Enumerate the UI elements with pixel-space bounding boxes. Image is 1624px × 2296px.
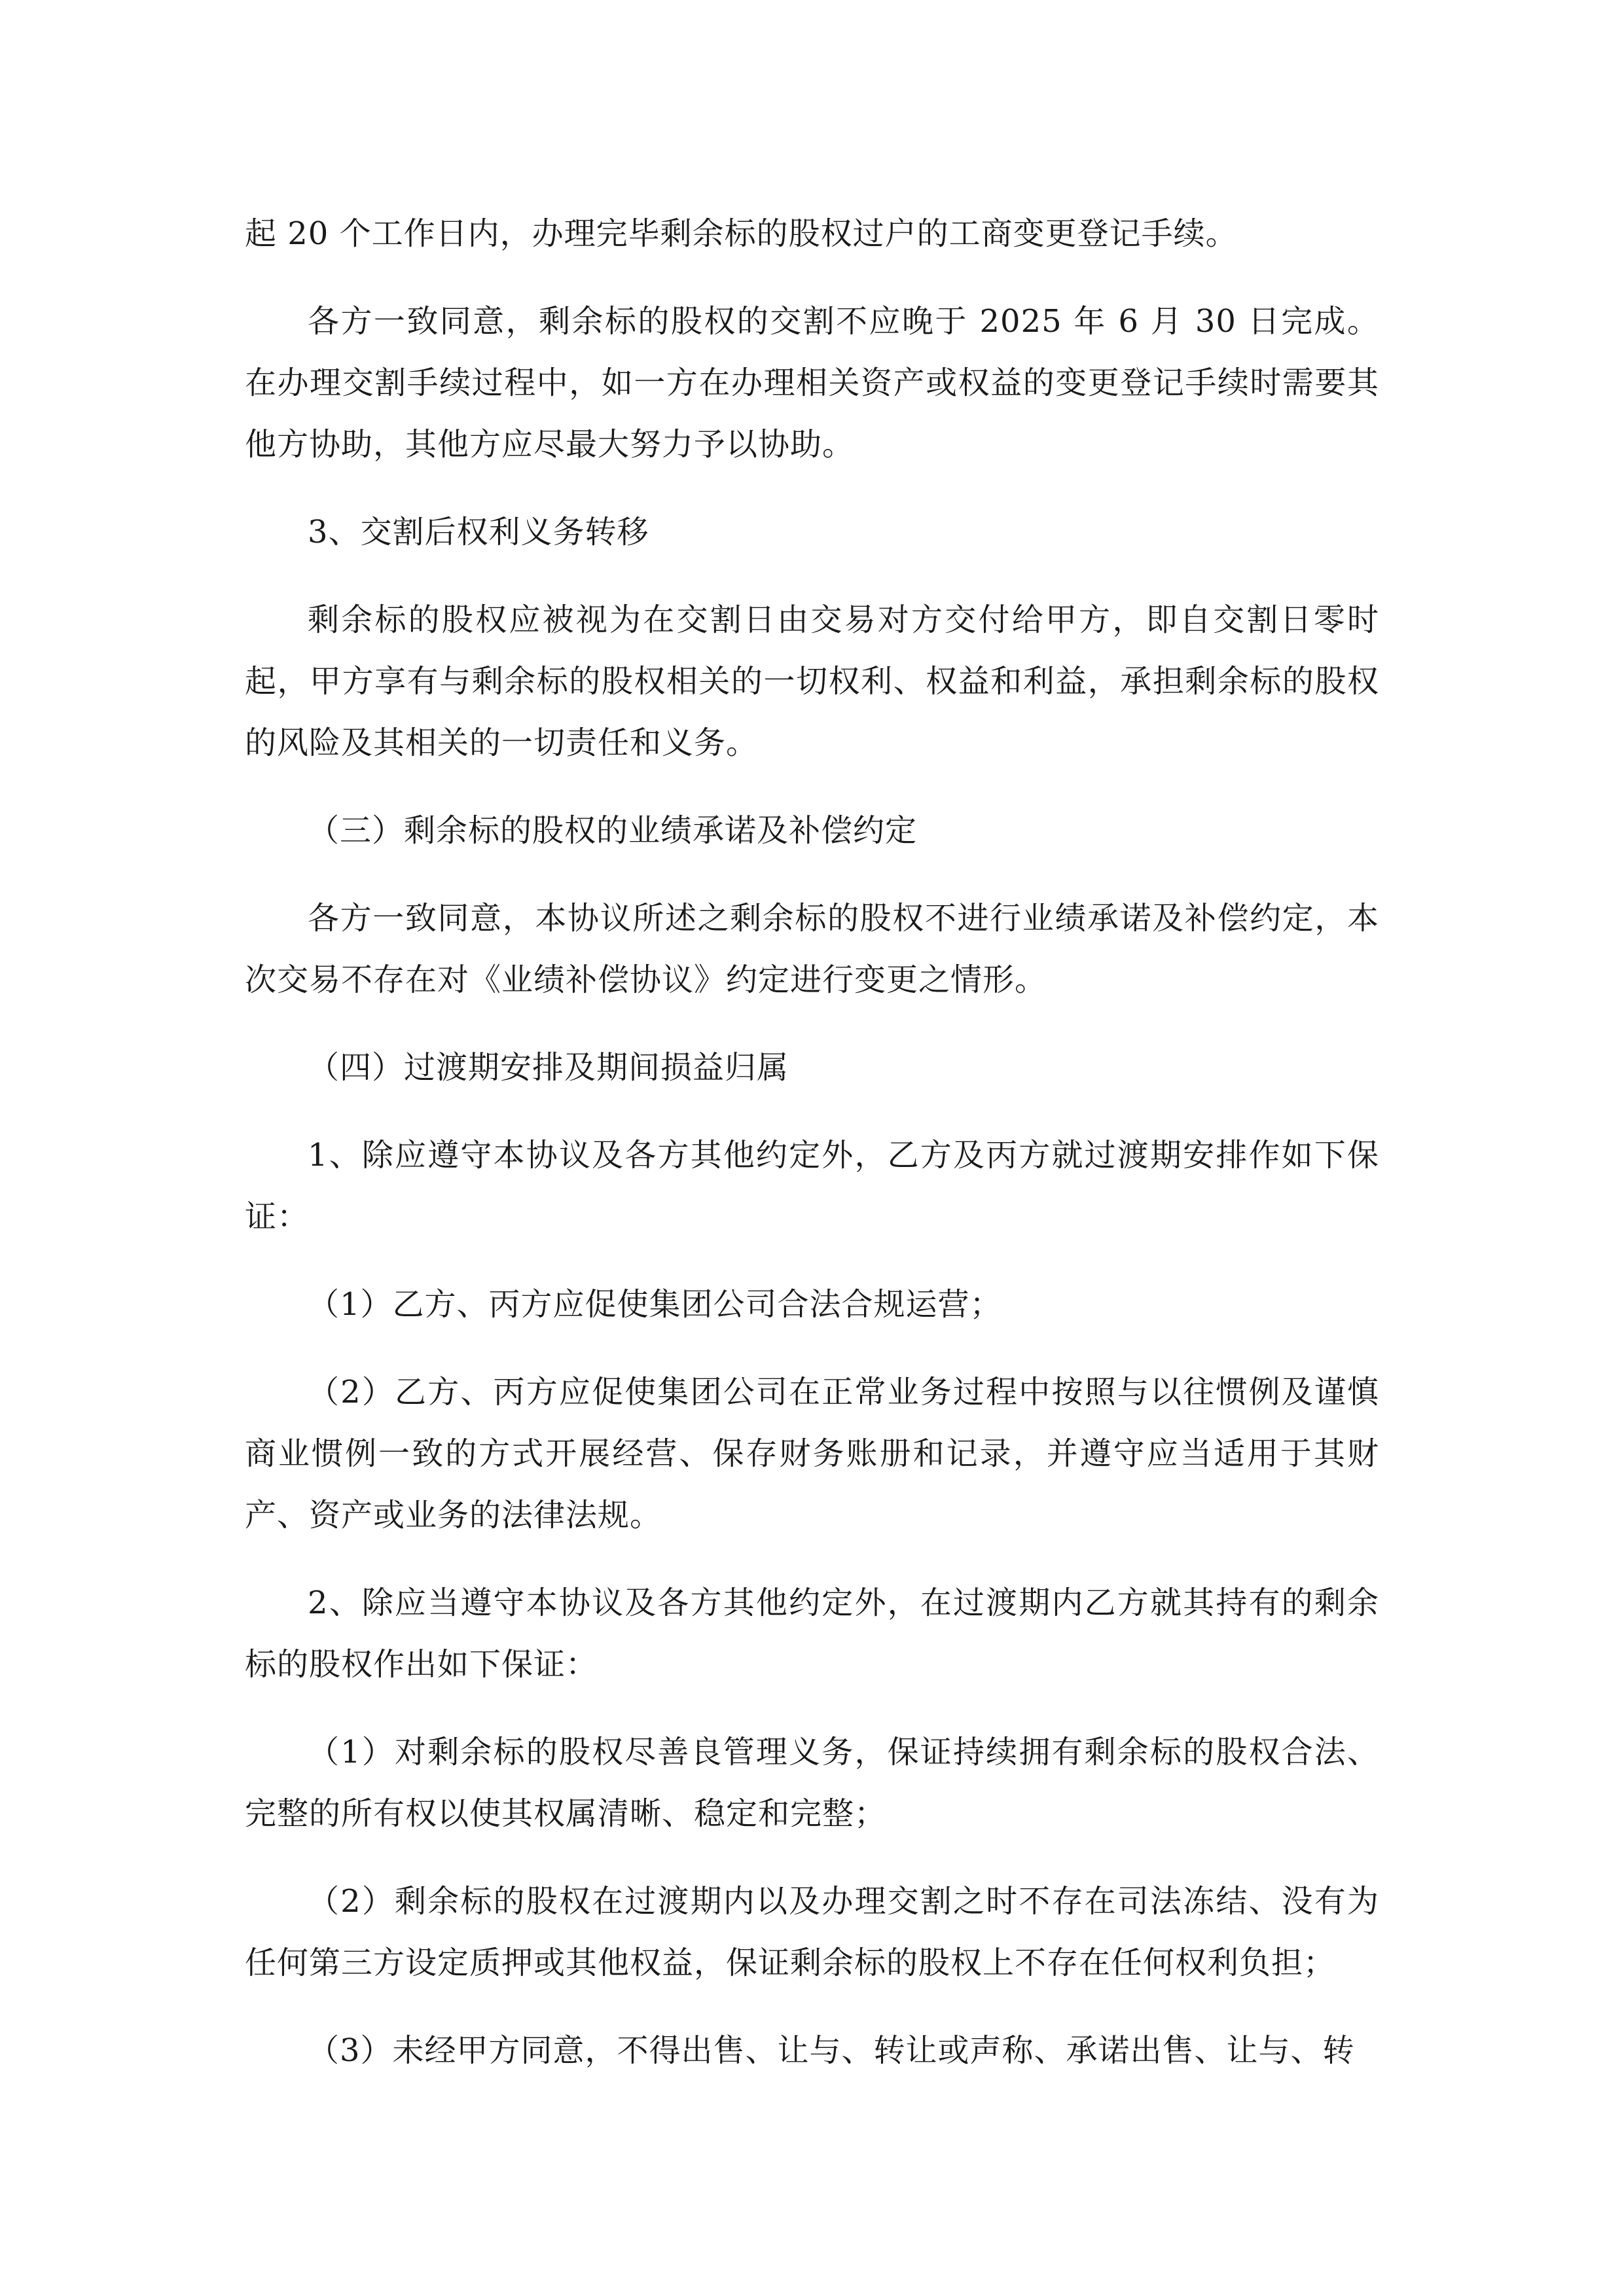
paragraph-transition-item-2-2: （2）剩余标的股权在过渡期内以及办理交割之时不存在司法冻结、没有为任何第三方设定质押或其他权益，保证剩余标的股权上不存在任何权利负担；	[245, 1883, 1379, 1981]
paragraph-continued: 起 20 个工作日内，办理完毕剩余标的股权过户的工商变更登记手续。	[245, 215, 1238, 252]
document-body	[245, 203, 1379, 2108]
heading-transition-period: （四）过渡期安排及期间损益归属	[308, 1049, 789, 1086]
paragraph-transition-item-1-1: （1）乙方、丙方应促使集团公司合法合规运营；	[308, 1286, 1002, 1323]
paragraph-delivery-deadline: 各方一致同意，剩余标的股权的交割不应晚于 2025 年 6 月 30 日完成。在办理交割手续过程中，如一方在办理相关资产或权益的变更登记手续时需要其他方协助，其他方应尽最大努力予以协助。	[245, 303, 1379, 463]
heading-performance-commitment: （三）剩余标的股权的业绩承诺及补偿约定	[308, 812, 918, 849]
paragraph-transition-item-2-3: （3）未经甲方同意，不得出售、让与、转让或声称、承诺出售、让与、转	[308, 2032, 1355, 2069]
paragraph-transition-item-1-2: （2）乙方、丙方应促使集团公司在正常业务过程中按照与以往惯例及谨慎商业惯例一致的方式开展经营、保存财务账册和记录，并遵守应当适用于其财产、资产或业务的法律法规。	[245, 1374, 1379, 1534]
paragraph-transition-item-2-1: （1）对剩余标的股权尽善良管理义务，保证持续拥有剩余标的股权合法、完整的所有权以使其权属清晰、稳定和完整；	[245, 1734, 1379, 1832]
paragraph-transition-clause-1: 1、除应遵守本协议及各方其他约定外，乙方及丙方就过渡期安排作如下保证：	[245, 1137, 1379, 1235]
paragraph-rights-transfer: 剩余标的股权应被视为在交割日由交易对方交付给甲方，即自交割日零时起，甲方享有与剩余标的股权相关的一切权利、权益和利益，承担剩余标的股权的风险及其相关的一切责任和义务。	[245, 601, 1379, 761]
paragraph-performance-commitment: 各方一致同意，本协议所述之剩余标的股权不进行业绩承诺及补偿约定，本次交易不存在对《业绩补偿协议》约定进行变更之情形。	[245, 900, 1379, 998]
heading-rights-transfer: 3、交割后权利义务转移	[308, 514, 649, 550]
paragraph-transition-clause-2: 2、除应当遵守本协议及各方其他约定外，在过渡期内乙方就其持有的剩余标的股权作出如下保证：	[245, 1585, 1379, 1683]
